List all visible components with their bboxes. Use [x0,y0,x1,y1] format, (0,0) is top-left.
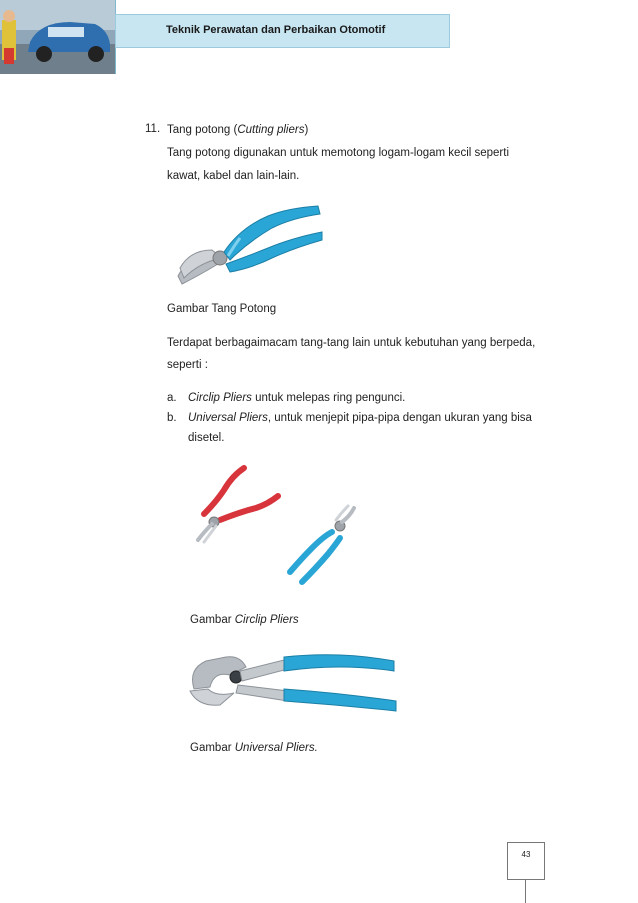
heading-italic: Cutting pliers [237,124,305,136]
list-item-a-rest: untuk melepas ring pengunci. [251,392,406,404]
header-band [115,14,450,48]
desc-line-1: Tang potong digunakan untuk memotong logam-logam kecil seperti [167,147,510,159]
cutting-pliers-image [168,198,328,298]
heading-close: ) [304,124,309,136]
circlip-caption-prefix: Gambar [190,614,235,626]
universal-caption-italic: Universal Pliers. [234,742,318,754]
desc-line-2: kawat, kabel dan lain-lain. [167,170,300,182]
header-photo [0,0,115,74]
list-marker-b: b. [167,412,177,424]
figure-caption-cutting: Gambar Tang Potong [167,303,277,315]
universal-pliers-image [180,645,410,725]
heading-main: Tang potong ( [167,124,238,136]
list-marker-a: a. [167,392,177,404]
page-number-line [525,880,526,903]
intro-line-2: seperti : [167,359,208,371]
intro-line-1: Terdapat berbagaimacam tang-tang lain untuk kebutuhan yang berpeda, [167,337,536,349]
list-item-a-italic: Circlip Pliers [188,392,252,404]
list-item-b [188,410,532,426]
list-item-b-italic: Universal Pliers [188,412,268,424]
circlip-caption-italic: Circlip Pliers [234,614,299,626]
page-number: 43 [521,850,531,859]
list-item-b-rest: , untuk menjepit pipa-pipa dengan ukuran yang bisa [267,412,532,424]
section-heading [167,122,308,138]
list-item-b-cont: disetel. [188,432,225,444]
page-number-box [507,842,545,880]
figure-caption-universal [190,740,318,756]
figure-caption-circlip [190,612,299,628]
header-title: Teknik Perawatan dan Perbaikan Otomotif [166,24,386,36]
list-item-a [188,390,405,406]
circlip-pliers-image [190,462,370,597]
section-number: 11. [145,123,161,135]
universal-caption-prefix: Gambar [190,742,235,754]
